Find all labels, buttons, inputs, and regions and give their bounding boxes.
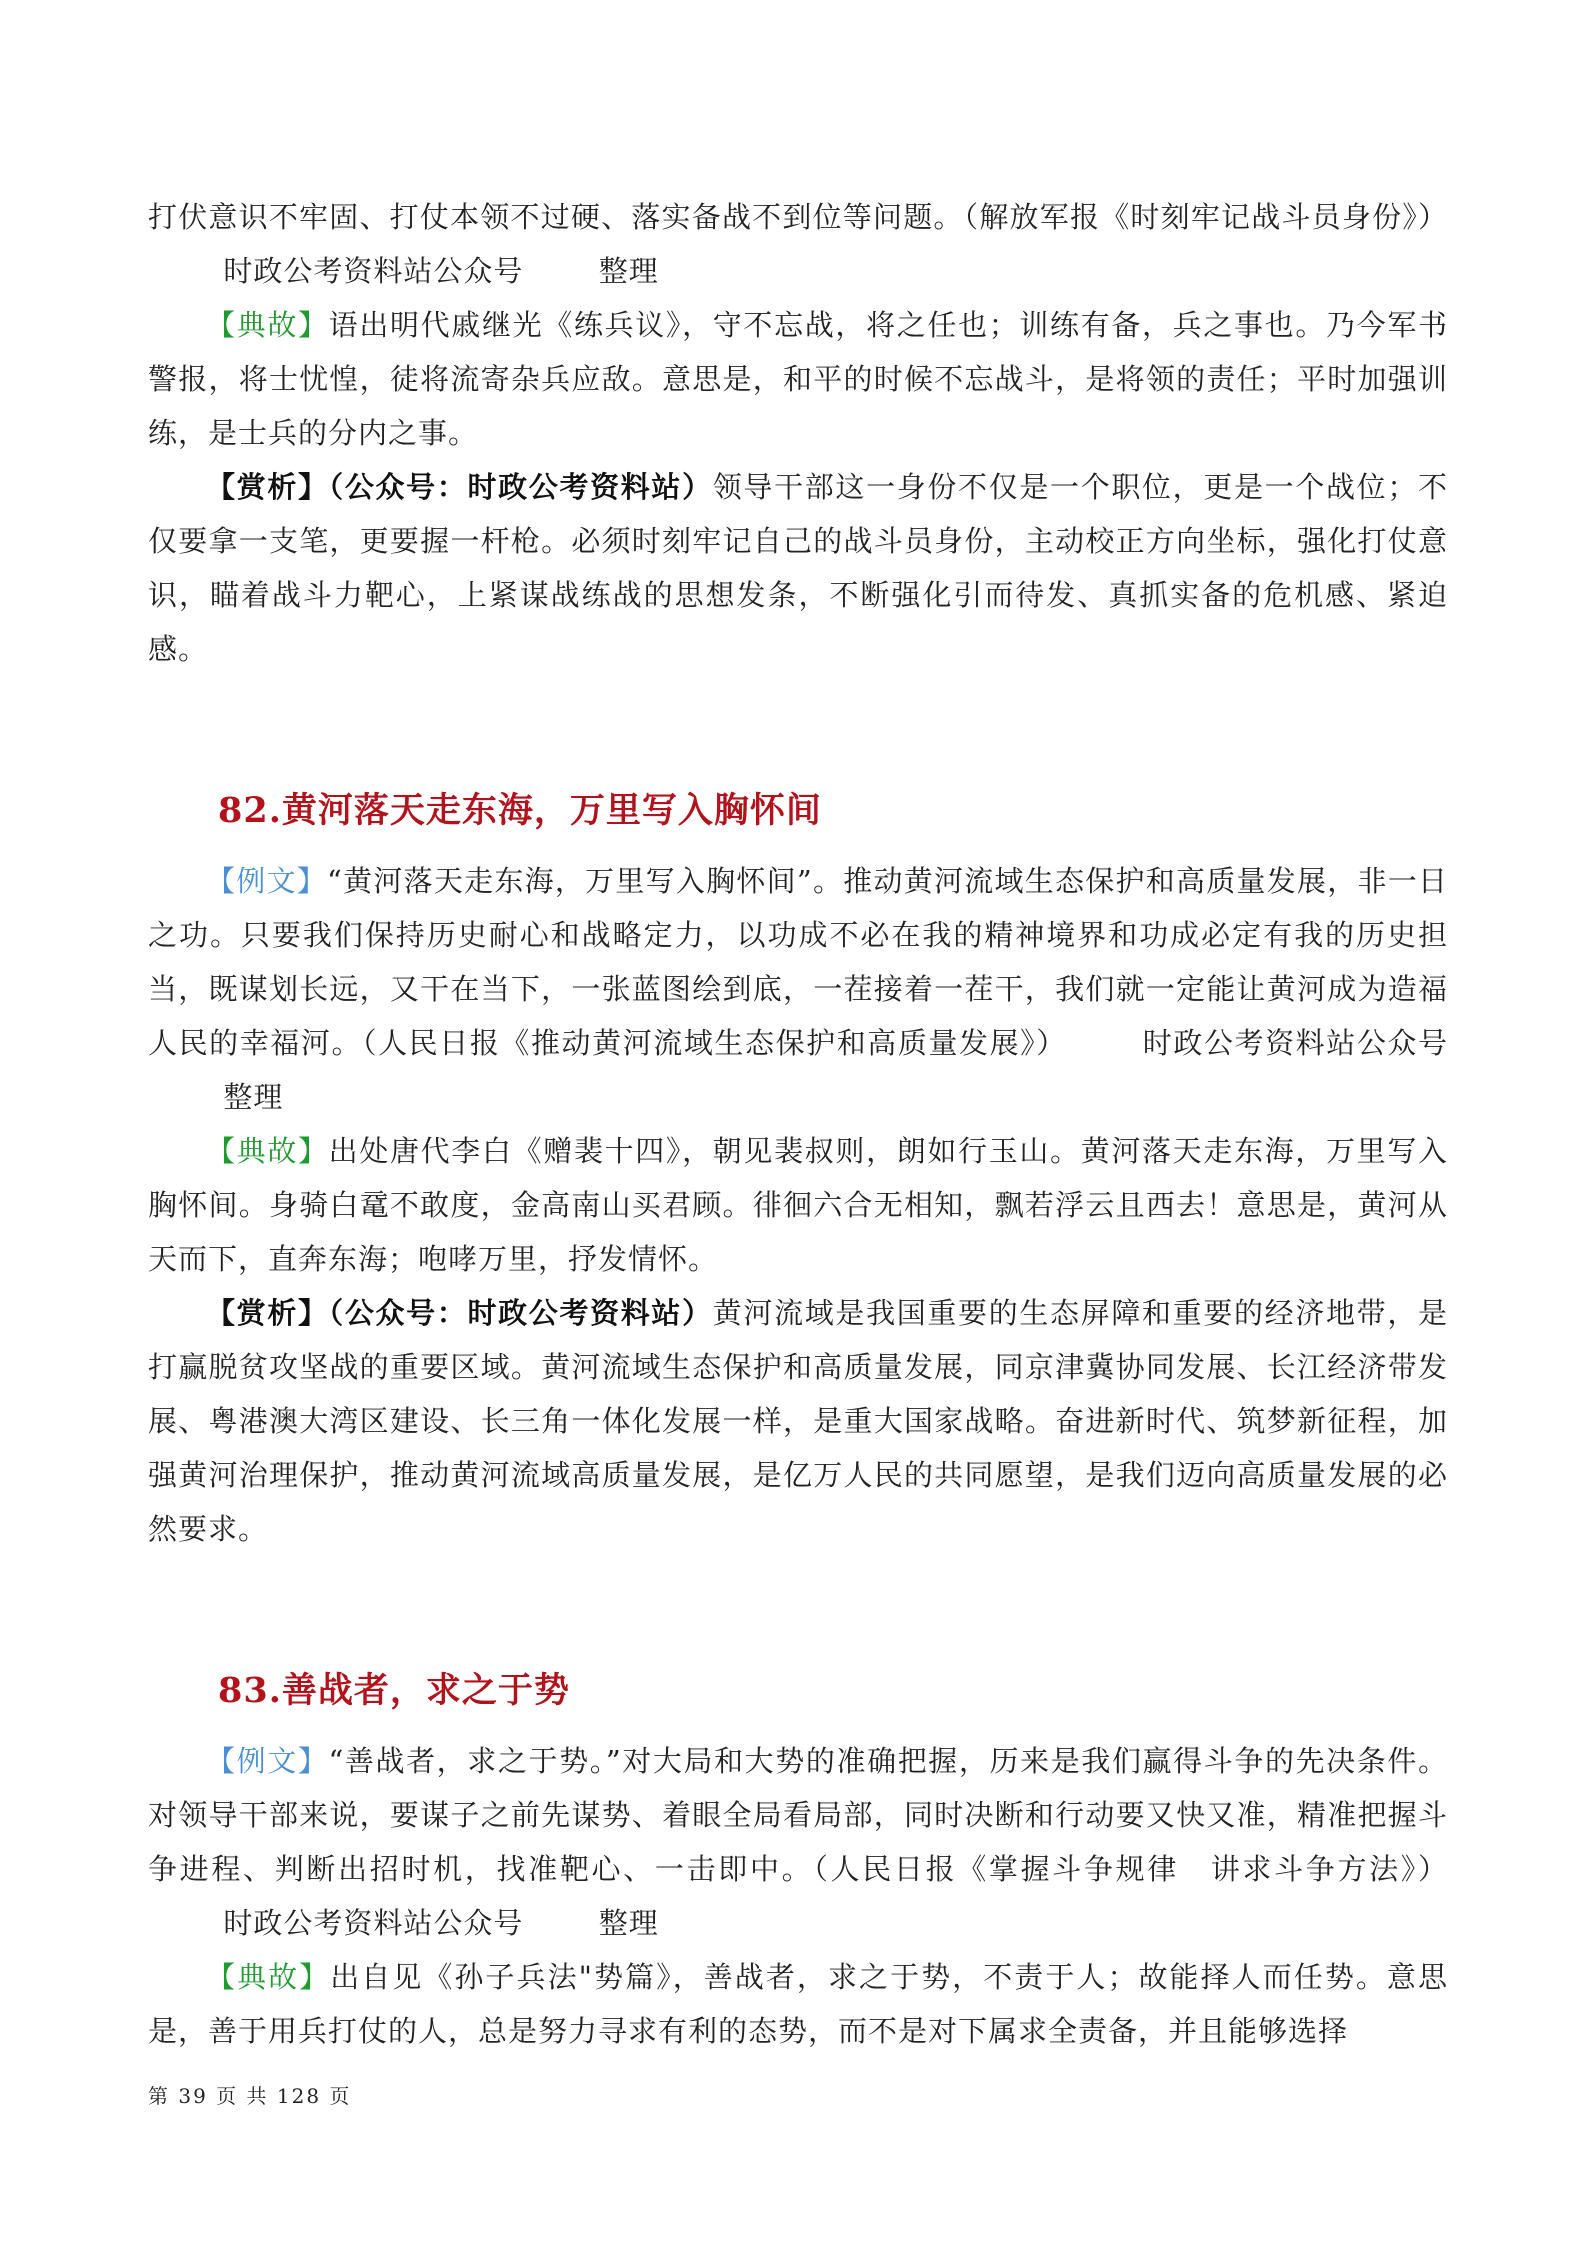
section-81-allusion (148, 298, 1448, 460)
analysis-source: （公众号：时政公考资料站） (328, 470, 713, 504)
page-content (148, 190, 1448, 2058)
allusion-text: 出处唐代李白《赠裴十四》，朝见裴叔则，朗如行玉山。黄河落天走东海，万里写入胸怀间。身骑白鼋不敢度，金高南山买君顾。徘徊六合无相知，飘若浮云且西去！意思是，黄河从天而下，直奔东海；咆哮万里，抒发情怀。 (148, 1134, 1448, 1276)
example-source: 时政公考资料站公众号 (223, 1906, 524, 1940)
example-tail: 整理 (223, 1080, 284, 1114)
example-tail: 整理 (598, 254, 659, 288)
section-81-example-continued (148, 190, 1448, 298)
section-82-allusion (148, 1124, 1448, 1286)
section-82-title: 82.黄河落天走东海，万里写入胸怀间 (218, 790, 822, 831)
example-tail: 整理 (598, 1906, 659, 1940)
allusion-text: 语出明代戚继光《练兵议》，守不忘战，将之任也；训练有备，兵之事也。乃今军书警报，将士忧惶，徒将流寄杂兵应敌。意思是，和平的时候不忘战斗，是将领的责任；平时加强训练，是士兵的分内之事。 (148, 308, 1448, 450)
analysis-tag: 【赏析】 (206, 1296, 329, 1330)
example-source: 时政公考资料站公众号 (223, 254, 524, 288)
analysis-tag: 【赏析】 (206, 470, 329, 504)
example-tag: 【例文】 (206, 864, 328, 898)
example-text: 打伏意识不牢固、打仗本领不过硬、落实备战不到位等问题。（解放军报《时刻牢记战斗员身份》） (148, 200, 1448, 234)
example-text: “黄河落天走东海，万里写入胸怀间”。推动黄河流域生态保护和高质量发展，非一日之功。只要我们保持历史耐心和战略定力，以功成不必在我的精神境界和功成必定有我的历史担当，既谋划长远，又干在当下，一张蓝图绘到底，一茬接着一茬干，我们就一定能让黄河成为造福人民的幸福河。（人民日报《推动黄河流域生态保护和高质量发展》） (148, 864, 1448, 1060)
example-text: “善战者，求之于势。”对大局和大势的准确把握，历来是我们赢得斗争的先决条件。对领导干部来说，要谋子之前先谋势、着眼全局看局部，同时决断和行动要又快又准，精准把握斗争进程、判断出招时机，找准靶心、一击即中。（人民日报《掌握斗争规律 讲求斗争方法》） (148, 1744, 1448, 1886)
allusion-text: 出自见《孙子兵法"势篇》，善战者，求之于势，不责于人；故能择人而任势。意思是，善于用兵打仗的人，总是努力寻求有利的态势，而不是对下属求全责备，并且能够选择 (148, 1960, 1448, 2048)
allusion-tag: 【典故】 (206, 1134, 329, 1168)
section-83-example (148, 1734, 1448, 1950)
allusion-tag: 【典故】 (206, 308, 329, 342)
example-tag: 【例文】 (206, 1744, 329, 1778)
example-source: 时政公考资料站公众号 (1142, 1026, 1448, 1060)
page-footer: 第 39 页 共 128 页 (148, 2084, 352, 2108)
section-83-allusion (148, 1950, 1448, 2058)
analysis-text: 领导干部这一身份不仅是一个职位，更是一个战位；不仅要拿一支笔，更要握一杆枪。必须时刻牢记自己的战斗员身份，主动校正方向坐标，强化打仗意识，瞄着战斗力靶心，上紧谋战练战的思想发条，不断强化引而待发、真抓实备的危机感、紧迫感。 (148, 470, 1448, 666)
section-81-analysis (148, 460, 1448, 676)
section-82-analysis (148, 1286, 1448, 1556)
analysis-source: （公众号：时政公考资料站） (328, 1296, 713, 1330)
section-83-title: 83.善战者，求之于势 (218, 1670, 570, 1711)
allusion-tag: 【典故】 (206, 1960, 331, 1994)
analysis-text: 黄河流域是我国重要的生态屏障和重要的经济地带，是打赢脱贫攻坚战的重要区域。黄河流域生态保护和高质量发展，同京津冀协同发展、长江经济带发展、粤港澳大湾区建设、长三角一体化发展一样，是重大国家战略。奋进新时代、筑梦新征程，加强黄河治理保护，推动黄河流域高质量发展，是亿万人民的共同愿望，是我们迈向高质量发展的必然要求。 (148, 1296, 1448, 1546)
section-82-example (148, 854, 1448, 1124)
